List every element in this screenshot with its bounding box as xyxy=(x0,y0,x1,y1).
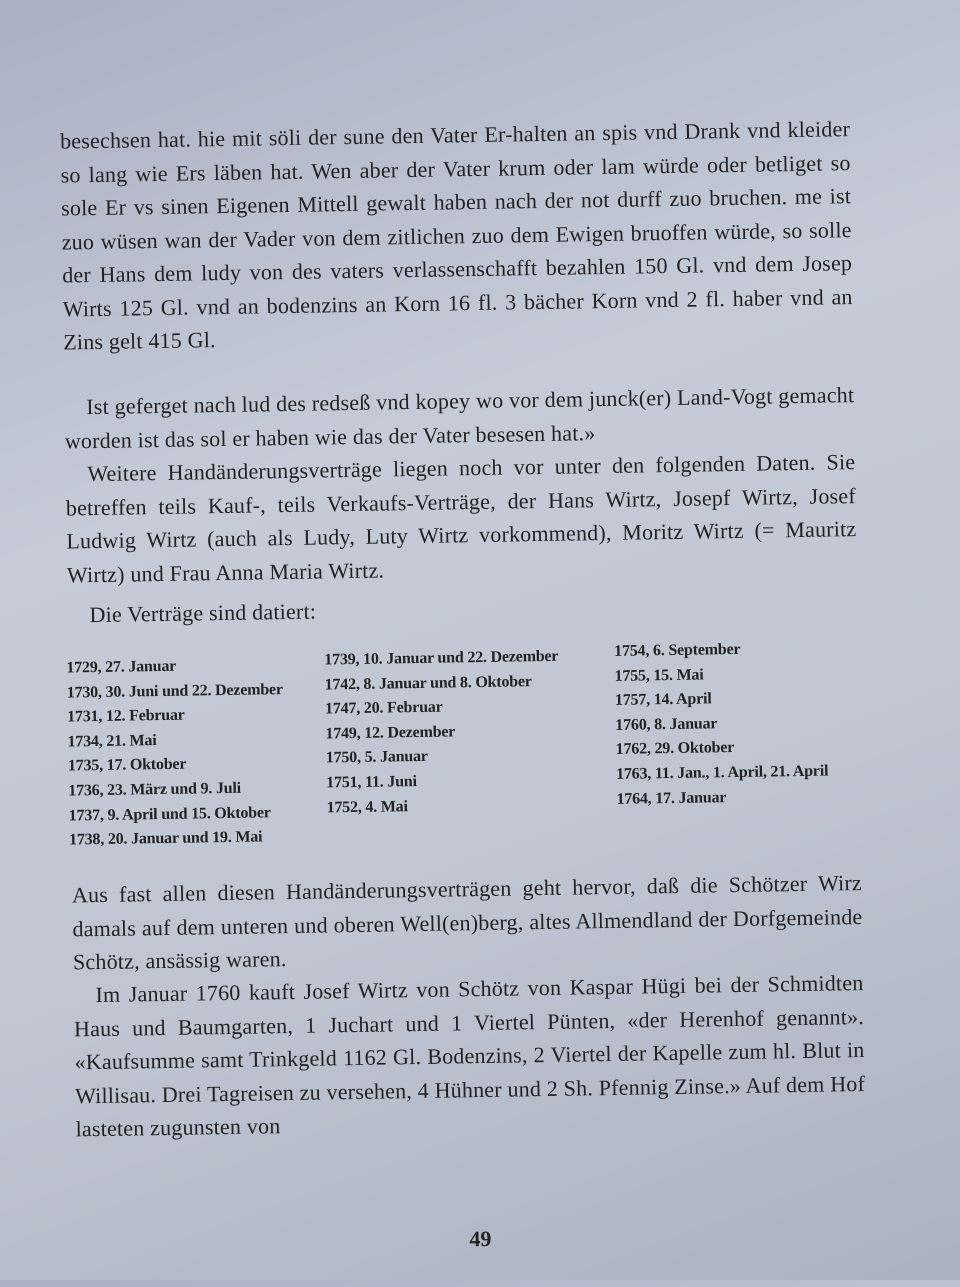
date-entry: 1750, 5. Januar xyxy=(325,748,428,767)
paragraph-wellenberg: Aus fast allen diesen Handänderungsverträgen geht hervor, daß die Schötzer Wirz damals auf dem unteren und oberen Well(en)berg, altes Allmendland der Dorfgemeinde Schötz, ansässig waren. xyxy=(71,870,863,975)
dates-column-1 xyxy=(66,653,285,853)
paragraph-contract-closing: Ist geferget nach lud des redseß vnd kopey wo vor dem junck(er) Land-Vogt gemacht worden ist das sol er haben wie das der Vater besesen hat.» xyxy=(64,382,855,453)
date-entry: 1734, 21. Mai xyxy=(67,731,157,751)
paragraph-further-contracts: Weitere Handänderungsverträge liegen noch vor unter den folgenden Daten. Sie betreffen teils Kauf-, teils Verkaufs-Verträge, der Hans Wirtz, Josepf Wirtz, Josef Ludwig Wirtz (auch als Ludy, Luty Wirtz vorkommend), Moritz Wirtz (= Mauritz Wirtz) und Frau Anna Maria Wirtz. xyxy=(65,449,857,587)
date-entry: 1760, 8. Januar xyxy=(615,715,718,734)
contract-dates-list xyxy=(66,640,866,849)
paragraph-herenhof-purchase: Im Januar 1760 kauft Josef Wirtz von Schötz von Kaspar Hügi bei der Schmidten Haus und Baumgarten, 1 Juchart und 1 Viertel Pünten, «der Herenhof genannt». «Kaufsumme samt Trinkgeld 1162 Gl. Bodenzins, 2 Viertel der Kapelle zum hl. Blut in Willisau. Drei Tagreisen zu versehen, 4 Hühner und 2 Sh. Pfennig Zinse.» Auf dem Hof lasteten zugunsten von xyxy=(73,970,866,1142)
date-entry: 1749, 12. Dezember xyxy=(325,723,456,743)
date-entry: 1754, 6. September xyxy=(614,640,741,660)
date-entry: 1731, 12. Februar xyxy=(67,706,185,726)
date-entry: 1747, 20. Februar xyxy=(324,698,443,718)
date-entry: 1742, 8. Januar und 8. Oktober xyxy=(324,672,532,694)
dates-column-2 xyxy=(324,645,561,821)
date-entry: 1762, 29. Oktober xyxy=(615,739,735,759)
date-entry: 1752, 4. Mai xyxy=(326,797,408,816)
date-entry: 1757, 14. April xyxy=(614,690,712,710)
date-entry: 1739, 10. Januar und 22. Dezember xyxy=(324,647,559,669)
page-number: 49 xyxy=(469,1225,492,1252)
date-entry: 1738, 20. Januar und 19. Mai xyxy=(68,828,263,849)
date-entry: 1736, 23. März und 9. Juli xyxy=(68,779,242,800)
date-entry: 1730, 30. Juni und 22. Dezember xyxy=(66,680,283,702)
date-entry: 1764, 17. Januar xyxy=(616,788,727,808)
date-entry: 1729, 27. Januar xyxy=(66,657,177,677)
date-entry: 1751, 11. Juni xyxy=(326,772,417,792)
dates-column-3 xyxy=(614,637,829,812)
date-entry: 1735, 17. Oktober xyxy=(67,756,187,775)
date-entry: 1737, 9. April und 15. Oktober xyxy=(68,803,271,825)
date-entry: 1755, 15. Mai xyxy=(614,666,704,685)
paragraph-contract-text: besechsen hat. hie mit söli der sune den Vater Er-halten an spis vnd Drank vnd kleider so lang wie Ers läben hat. Wen aber der Vater krum oder lam würde oder betliget so sole Er vs sinen Eigenen Mittell gewalt haben nach der not durff zuo bruchen. me ist zuo wüsen wan der Vader von dem zitlichen zuo dem Ewigen bruoffen würde, so solle der Hans dem ludy von des vaters verlassenschafft bezahlen 150 Gl. vnd dem Josep Wirts 125 Gl. vnd an bodenzins an Korn 16 fl. 3 bächer Korn vnd 2 fl. haber vnd an Zins gelt 415 Gl. xyxy=(59,116,853,355)
paragraph-dates-intro: Die Verträge sind datiert: xyxy=(89,598,317,628)
date-entry: 1763, 11. Jan., 1. April, 21. April xyxy=(615,762,829,783)
